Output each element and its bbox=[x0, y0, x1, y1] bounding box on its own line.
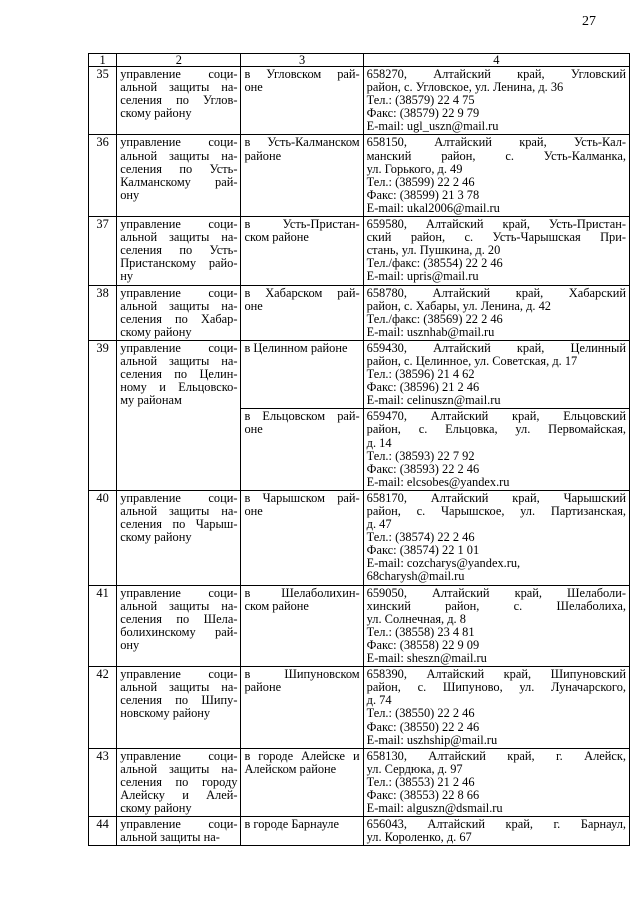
table-row bbox=[89, 135, 630, 217]
phone-line: Факс: (38596) 21 2 46 bbox=[366, 380, 480, 395]
text-line: район, с. Целинное, ул. Советская, д. 17 bbox=[366, 353, 578, 368]
text-line: в Усть-Пристан- bbox=[244, 217, 360, 232]
phone-line: Факс: (38574) 22 1 01 bbox=[366, 543, 480, 558]
text-line: управление соци- bbox=[120, 217, 238, 232]
service-area bbox=[241, 217, 363, 285]
text-line: альной защиты на- bbox=[120, 598, 238, 613]
service-area bbox=[241, 135, 363, 217]
text-line: д. 14 bbox=[366, 435, 392, 450]
phone-line: Тел.: (38599) 22 2 46 bbox=[366, 174, 475, 189]
text-line: ский район, с. Усть-Чарышская При- bbox=[366, 230, 626, 245]
email-line: E-mail: ugl_uszn@mail.ru bbox=[366, 119, 499, 134]
text-line: альной защиты на- bbox=[120, 353, 238, 368]
text-line: управление соци- bbox=[120, 585, 238, 600]
table-row bbox=[89, 217, 630, 285]
text-line: 659470, Алтайский край, Ельцовский bbox=[366, 409, 626, 424]
text-line: районе bbox=[244, 680, 282, 695]
agency-name bbox=[117, 667, 241, 749]
row-number: 37 bbox=[89, 217, 117, 285]
text-line: управление соци- bbox=[120, 667, 238, 682]
text-line: управление соци- bbox=[120, 817, 238, 832]
contact-details bbox=[363, 340, 629, 408]
text-line: управление соци- bbox=[120, 285, 238, 300]
text-line: оне bbox=[244, 298, 263, 313]
service-area bbox=[241, 585, 363, 667]
text-line: 658390, Алтайский край, Шипуновский bbox=[366, 667, 626, 682]
table-row bbox=[89, 285, 630, 340]
text-line: альной защиты на- bbox=[120, 761, 238, 776]
text-line: ул. Сердюка, д. 97 bbox=[366, 761, 463, 776]
table-row bbox=[89, 817, 630, 846]
text-line: скому району bbox=[120, 801, 192, 816]
text-line: в Ельцовском рай- bbox=[244, 409, 360, 424]
text-line: в Целинном районе bbox=[244, 340, 348, 355]
text-line: в городе Алейске и bbox=[244, 748, 360, 763]
row-number: 42 bbox=[89, 667, 117, 749]
text-line: му районам bbox=[120, 393, 182, 408]
text-line: район, с. Угловское, ул. Ленина, д. 36 bbox=[366, 80, 564, 95]
text-line: альной защиты на- bbox=[120, 830, 220, 845]
phone-line: Факс: (38579) 22 9 79 bbox=[366, 106, 480, 121]
email-line: E-mail: uszhship@mail.ru bbox=[366, 732, 498, 747]
text-line: в Усть-Калманском bbox=[244, 135, 360, 150]
text-line: в Хабарском рай- bbox=[244, 285, 360, 300]
text-line: ул. Горького, д. 49 bbox=[366, 161, 463, 176]
text-line: альной защиты на- bbox=[120, 80, 238, 95]
page-number: 27 bbox=[582, 14, 596, 29]
header-col-4: 4 bbox=[363, 54, 629, 67]
text-line: селения по городу bbox=[120, 774, 238, 789]
text-line: селения по Хабар- bbox=[120, 311, 238, 326]
service-area bbox=[241, 667, 363, 749]
contact-details bbox=[363, 217, 629, 285]
email-line: E-mail: alguszn@dsmail.ru bbox=[366, 801, 503, 816]
text-line: в Шелаболихин- bbox=[244, 585, 360, 600]
text-line: альной защиты на- bbox=[120, 680, 238, 695]
phone-line: Тел.: (38596) 21 4 62 bbox=[366, 367, 475, 382]
email-line: E-mail: usznhab@mail.ru bbox=[366, 324, 495, 339]
text-line: скому району bbox=[120, 530, 192, 545]
header-col-2: 2 bbox=[117, 54, 241, 67]
agency-name bbox=[117, 217, 241, 285]
text-line: ском районе bbox=[244, 230, 309, 245]
contact-details bbox=[363, 490, 629, 585]
email-line: E-mail: elcsobes@yandex.ru bbox=[366, 474, 510, 489]
header-col-3: 3 bbox=[241, 54, 363, 67]
row-number: 39 bbox=[89, 340, 117, 490]
phone-line: Факс: (38550) 22 2 46 bbox=[366, 719, 480, 734]
contact-details bbox=[363, 409, 629, 491]
phone-line: Факс: (38593) 22 2 46 bbox=[366, 461, 480, 476]
table-row bbox=[89, 748, 630, 816]
agency-name bbox=[117, 585, 241, 667]
text-line: альной защиты на- bbox=[120, 504, 238, 518]
text-line: в городе Барнауле bbox=[244, 817, 339, 832]
text-line: управление соци- bbox=[120, 135, 238, 150]
service-area bbox=[241, 285, 363, 340]
text-line: управление соци- bbox=[120, 748, 238, 763]
service-area bbox=[241, 748, 363, 816]
phone-line: Тел./факс: (38554) 22 2 46 bbox=[366, 256, 503, 271]
text-line: 658170, Алтайский край, Чарышский bbox=[366, 490, 626, 505]
text-line: селения по Шела- bbox=[120, 611, 238, 626]
phone-line: Тел./факс: (38569) 22 2 46 bbox=[366, 311, 503, 326]
agencies-table bbox=[88, 53, 630, 846]
agency-name bbox=[117, 135, 241, 217]
service-area bbox=[241, 409, 363, 491]
phone-line: Факс: (38599) 21 3 78 bbox=[366, 187, 480, 202]
text-line: манский район, с. Усть-Калманка, bbox=[366, 148, 626, 163]
text-line: 658270, Алтайский край, Угловский bbox=[366, 67, 626, 81]
text-line: скому району bbox=[120, 106, 192, 121]
text-line: район, с. Ельцовка, ул. Первомайская, bbox=[366, 422, 626, 437]
agency-name bbox=[117, 490, 241, 585]
text-line: селения по Усть- bbox=[120, 243, 238, 258]
phone-line: Факс: (38553) 22 8 66 bbox=[366, 787, 480, 802]
text-line: ну bbox=[120, 269, 134, 284]
agency-name bbox=[117, 285, 241, 340]
text-line: 658150, Алтайский край, Усть-Кал- bbox=[366, 135, 626, 150]
text-line: скому району bbox=[120, 324, 192, 339]
agency-name bbox=[117, 748, 241, 816]
text-line: оне bbox=[244, 504, 263, 518]
agency-name bbox=[117, 817, 241, 846]
text-line: ону bbox=[120, 637, 140, 652]
email-line: 68charysh@mail.ru bbox=[366, 569, 465, 584]
text-line: район, с. Шипуново, ул. Луначарского, bbox=[366, 680, 626, 695]
text-line: управление соци- bbox=[120, 340, 238, 355]
phone-line: Тел.: (38574) 22 2 46 bbox=[366, 530, 475, 545]
row-number: 36 bbox=[89, 135, 117, 217]
agency-name bbox=[117, 67, 241, 135]
text-line: 659430, Алтайский край, Целинный bbox=[366, 340, 626, 355]
text-line: оне bbox=[244, 422, 263, 437]
service-area bbox=[241, 340, 363, 408]
email-line: E-mail: celinuszn@mail.ru bbox=[366, 393, 501, 408]
text-line: ском районе bbox=[244, 598, 309, 613]
table-row bbox=[89, 67, 630, 135]
header-col-1: 1 bbox=[89, 54, 117, 67]
text-line: район, с. Чарышское, ул. Партизанская, bbox=[366, 504, 626, 518]
text-line: район, с. Хабары, ул. Ленина, д. 42 bbox=[366, 298, 551, 313]
contact-details bbox=[363, 67, 629, 135]
text-line: 658130, Алтайский край, г. Алейск, bbox=[366, 748, 626, 763]
text-line: районе bbox=[244, 148, 282, 163]
email-line: E-mail: sheszn@mail.ru bbox=[366, 651, 487, 666]
text-line: альной защиты на- bbox=[120, 230, 238, 245]
text-line: болихинскому рай- bbox=[120, 624, 238, 639]
text-line: в Угловском рай- bbox=[244, 67, 360, 81]
email-line: E-mail: upris@mail.ru bbox=[366, 269, 479, 284]
service-area bbox=[241, 67, 363, 135]
phone-line: Тел.: (38593) 22 7 92 bbox=[366, 448, 475, 463]
text-line: стань, ул. Пушкина, д. 20 bbox=[366, 243, 501, 258]
text-line: селения по Углов- bbox=[120, 93, 238, 108]
phone-line: Тел.: (38550) 22 2 46 bbox=[366, 706, 475, 721]
contact-details bbox=[363, 285, 629, 340]
text-line: 659050, Алтайский край, Шелаболи- bbox=[366, 585, 626, 600]
service-area bbox=[241, 490, 363, 585]
phone-line: Тел.: (38553) 21 2 46 bbox=[366, 774, 475, 789]
text-line: ному и Ельцовско- bbox=[120, 380, 238, 395]
table-row bbox=[89, 585, 630, 667]
text-line: в Чарышском рай- bbox=[244, 490, 360, 505]
text-line: селения по Шипу- bbox=[120, 693, 238, 708]
text-line: управление соци- bbox=[120, 67, 238, 81]
text-line: оне bbox=[244, 80, 263, 95]
text-line: селения по Чарыш- bbox=[120, 517, 238, 532]
text-line: в Шипуновском bbox=[244, 667, 360, 682]
text-line: Пристанскому райо- bbox=[120, 256, 238, 271]
row-number: 43 bbox=[89, 748, 117, 816]
email-line: E-mail: cozcharys@yandex.ru, bbox=[366, 556, 521, 571]
row-number: 38 bbox=[89, 285, 117, 340]
text-line: селения по Целин- bbox=[120, 367, 238, 382]
text-line: альной защиты на- bbox=[120, 298, 238, 313]
text-line: ул. Короленко, д. 67 bbox=[366, 830, 472, 845]
text-line: хинский район, с. Шелаболиха, bbox=[366, 598, 626, 613]
text-line: д. 47 bbox=[366, 517, 392, 532]
service-area bbox=[241, 817, 363, 846]
row-number: 40 bbox=[89, 490, 117, 585]
phone-line: Факс: (38558) 22 9 09 bbox=[366, 637, 480, 652]
table-row bbox=[89, 667, 630, 749]
text-line: 659580, Алтайский край, Усть-Пристан- bbox=[366, 217, 626, 232]
row-number: 44 bbox=[89, 817, 117, 846]
table-header-row bbox=[89, 54, 630, 67]
phone-line: Тел.: (38579) 22 4 75 bbox=[366, 93, 475, 108]
contact-details bbox=[363, 817, 629, 846]
row-number: 35 bbox=[89, 67, 117, 135]
contact-details bbox=[363, 667, 629, 749]
text-line: альной защиты на- bbox=[120, 148, 238, 163]
contact-details bbox=[363, 585, 629, 667]
text-line: 658780, Алтайский край, Хабарский bbox=[366, 285, 626, 300]
text-line: д. 74 bbox=[366, 693, 392, 708]
email-line: E-mail: ukal2006@mail.ru bbox=[366, 200, 500, 215]
table-row bbox=[89, 490, 630, 585]
row-number: 41 bbox=[89, 585, 117, 667]
contact-details bbox=[363, 748, 629, 816]
text-line: управление соци- bbox=[120, 490, 238, 505]
text-line: селения по Усть- bbox=[120, 161, 238, 176]
text-line: Алейском районе bbox=[244, 761, 337, 776]
text-line: ул. Солнечная, д. 8 bbox=[366, 611, 466, 626]
text-line: Алейску и Алей- bbox=[120, 787, 238, 802]
text-line: новскому району bbox=[120, 706, 211, 721]
phone-line: Тел.: (38558) 23 4 81 bbox=[366, 624, 475, 639]
agency-name bbox=[117, 340, 241, 490]
text-line: ону bbox=[120, 187, 140, 202]
table-row bbox=[89, 340, 630, 408]
text-line: Калманскому рай- bbox=[120, 174, 238, 189]
text-line: 656043, Алтайский край, г. Барнаул, bbox=[366, 817, 626, 832]
contact-details bbox=[363, 135, 629, 217]
